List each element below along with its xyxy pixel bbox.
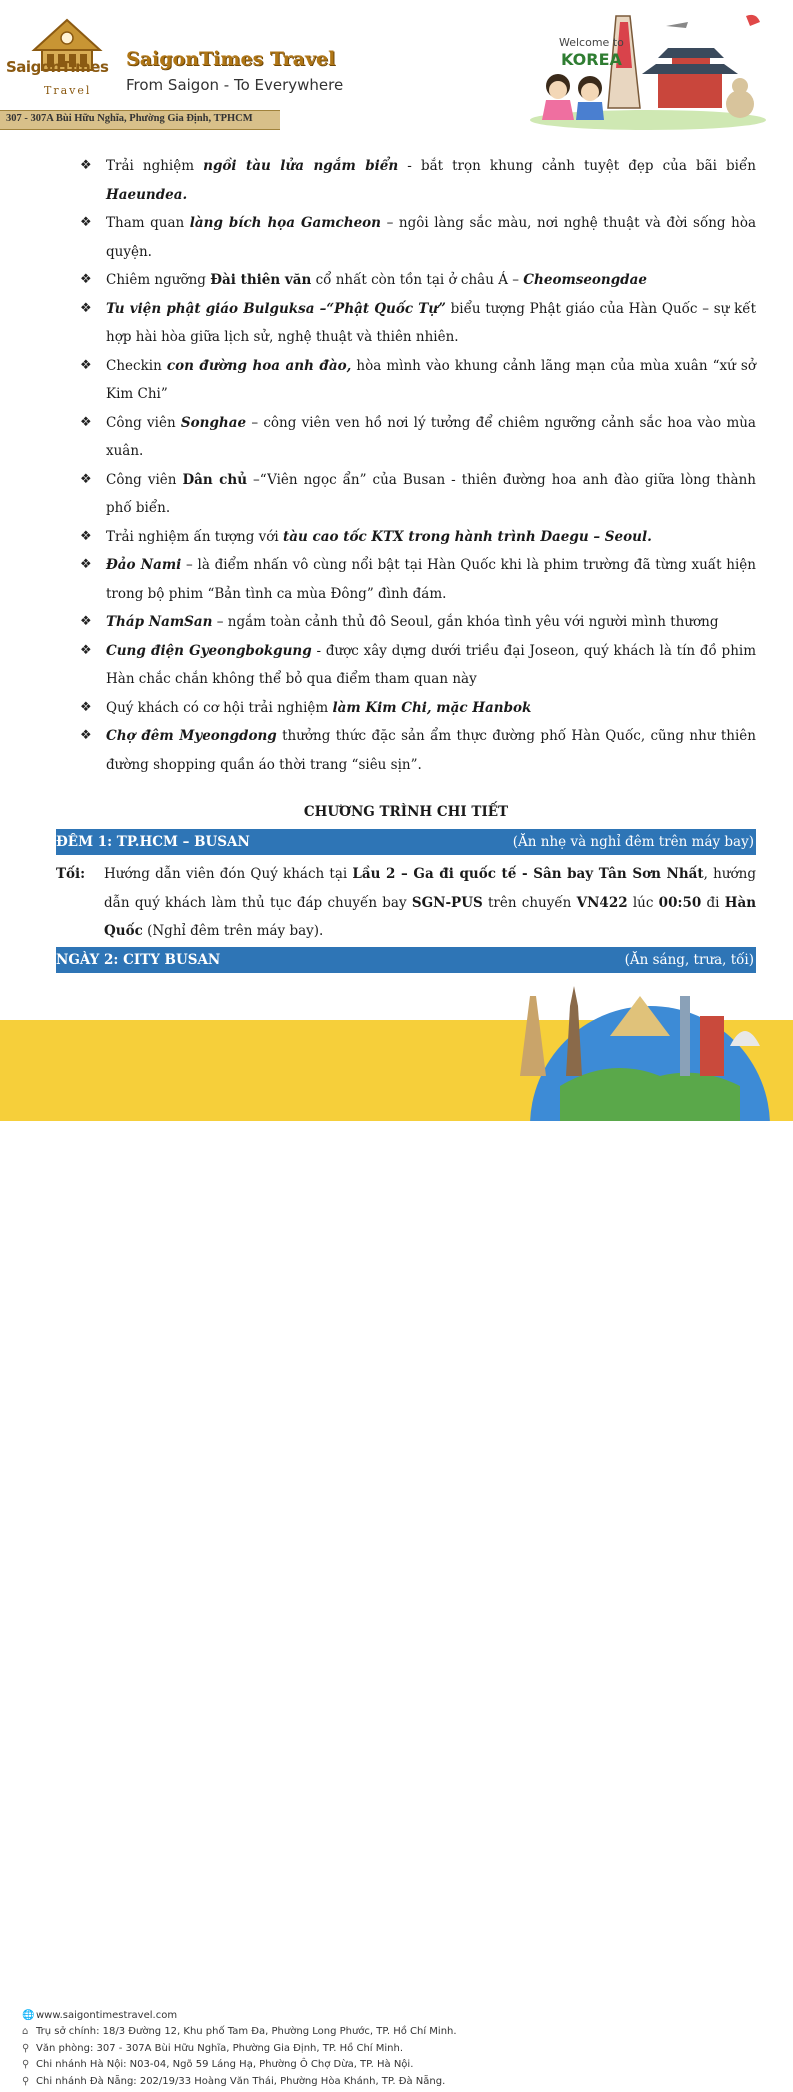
diamond-bullet-icon: ❖	[80, 528, 92, 544]
body-text: – công viên ven hồ nơi lý tưởng để chiêm ngưỡng cảnh sắc hoa vào mùa xuân.	[106, 414, 756, 459]
highlight-item	[80, 295, 756, 352]
emphasis-text	[203, 158, 398, 174]
body-text: Tham quan	[106, 215, 190, 231]
body-text: Checkin	[106, 357, 167, 374]
body-text: – ngắm toàn cảnh thủ đô Seoul, gắn khóa tình yêu với người mình thương	[212, 614, 719, 630]
emphasis-text: làng bích họa Gamcheon	[189, 215, 381, 231]
emphasis-text	[106, 557, 181, 573]
body-text: Quý khách có cơ hội trải nghiệm	[106, 699, 333, 716]
diamond-bullet-icon: ❖	[80, 272, 92, 287]
footer-line	[22, 2043, 457, 2059]
body-text: cổ nhất còn tồn tại ở châu Á –	[311, 272, 524, 288]
emphasis-text: Hàn Quốc	[104, 894, 757, 939]
emphasis-text: Đài thiên văn	[210, 272, 312, 288]
day-1-meals: (Ăn nhẹ và nghỉ đêm trên máy bay)	[512, 834, 754, 850]
emphasis-text: SGN-PUS	[411, 894, 483, 911]
body-text: –“Viên ngọc ẩn” của Busan - thiên đường hoa anh đào giữa lòng thành phố biển.	[106, 471, 756, 516]
emphasis-text: Lầu 2 – Ga đi quốc tế - Sân bay Tân Sơn Nhất	[352, 866, 704, 882]
highlight-item	[80, 722, 756, 779]
home-icon: ⌂	[22, 2026, 29, 2038]
welcome-to-label: Welcome to	[559, 36, 624, 49]
emphasis-text	[283, 529, 652, 545]
body-text: trên chuyến	[482, 894, 577, 911]
emphasis-text: tàu cao tốc KTX trong hành trình Daegu – Seoul.	[283, 528, 652, 545]
diamond-bullet-icon: ❖	[80, 557, 92, 572]
evening-description	[104, 860, 756, 946]
emphasis-text: Chợ đêm Myeongdong	[106, 728, 277, 744]
highlight-item	[80, 551, 756, 608]
emphasis-text: 00:50	[658, 894, 702, 911]
highlight-item	[80, 209, 756, 266]
highlight-item	[80, 466, 756, 523]
emphasis-text	[106, 728, 277, 744]
emphasis-text: Tháp NamSan	[106, 614, 213, 630]
body-text: lúc	[627, 894, 659, 911]
korea-label: KOREA	[561, 50, 622, 69]
page-header	[0, 0, 793, 135]
diamond-bullet-icon: ❖	[80, 614, 92, 629]
emphasis-text: con đường hoa anh đào,	[166, 357, 352, 374]
address-text: Trụ sở chính: 18/3 Đường 12, Khu phố Tam Đa, Phường Long Phước, TP. Hồ Chí Minh.	[36, 2026, 457, 2038]
emphasis-text	[106, 614, 212, 630]
contact-info	[22, 2010, 457, 2092]
highlight-item	[80, 523, 756, 552]
emphasis-text: Cung điện Gyeongbokgung	[106, 642, 312, 659]
diamond-bullet-icon: ❖	[80, 357, 92, 373]
body-text: thưởng thức đặc sản ẩm thực đường phố Hàn Quốc, cũng như thiên đường shopping quần áo thời trang “siêu sịn”.	[106, 728, 756, 773]
day-1-evening	[56, 860, 756, 946]
body-text: - được xây dựng dưới triều đại Joseon, quý khách là tín đồ phim Hàn chắc chắn không thể bỏ qua điểm tham quan này	[106, 642, 757, 687]
location-pin-icon: ⚲	[22, 2042, 30, 2054]
emphasis-text: Dân chủ	[182, 471, 248, 488]
footer-line	[22, 2059, 457, 2075]
emphasis-text: Cheomseongdae	[523, 272, 647, 288]
emphasis-text	[333, 700, 532, 716]
world-landmarks-illustration	[470, 976, 793, 1121]
day-1-title: ĐÊM 1: TP.HCM – BUSAN	[56, 834, 250, 850]
location-pin-icon: ⚲	[22, 2075, 30, 2087]
body-text: Trải nghiệm	[106, 158, 204, 174]
body-text: Chiêm ngưỡng	[106, 272, 211, 288]
body-text: đi	[701, 894, 725, 911]
body-text: , hướng dẫn quý khách làm thủ tục đáp chuyến bay	[104, 866, 757, 911]
body-text: biểu tượng Phật giáo của Hàn Quốc – sự kết hợp hài hòa giữa lịch sử, nghệ thuật và thiên nhiên.	[106, 300, 757, 345]
highlight-item	[80, 409, 756, 466]
highlight-item	[80, 608, 756, 637]
page-footer	[0, 976, 793, 2087]
emphasis-text: Songhae	[180, 414, 247, 431]
emphasis-text	[181, 415, 246, 431]
body-text: hòa mình vào khung cảnh lãng mạn của mùa xuân “xứ sở Kim Chi”	[106, 357, 756, 402]
highlight-item	[80, 637, 756, 694]
address-text: Chi nhánh Hà Nội: N03-04, Ngõ 59 Láng Hạ, Phường Ô Chợ Dừa, TP. Hà Nội.	[36, 2059, 414, 2071]
body-text: – là điểm nhấn vô cùng nổi bật tại Hàn Quốc khi là phim trường đã từng xuất hiện trong bộ phim “Bản tình ca mùa Đông” đình đám.	[106, 557, 756, 602]
emphasis-text: VN422	[576, 894, 628, 911]
diamond-bullet-icon: ❖	[80, 300, 92, 316]
day-2-meals: (Ăn sáng, trưa, tối)	[624, 952, 754, 968]
emphasis-text	[106, 187, 187, 203]
address-text: Chi nhánh Đà Nẵng: 202/19/33 Hoàng Văn Thái, Phường Hòa Khánh, TP. Đà Nẵng.	[36, 2075, 446, 2087]
footer-line	[22, 2010, 457, 2026]
diamond-bullet-icon: ❖	[80, 699, 92, 715]
emphasis-text	[167, 358, 351, 374]
day-2-header	[56, 947, 756, 973]
location-pin-icon: ⚲	[22, 2059, 30, 2071]
footer-line	[22, 2076, 457, 2092]
diamond-bullet-icon: ❖	[80, 414, 92, 430]
highlight-item	[80, 694, 756, 723]
highlight-item	[80, 152, 756, 209]
highlight-item	[80, 352, 756, 409]
body-text: - bắt trọn khung cảnh tuyệt đẹp của bãi biển	[398, 158, 756, 174]
highlight-item	[80, 266, 756, 295]
emphasis-text: ngồi tàu lửa ngắm biển	[203, 158, 399, 174]
emphasis-text	[523, 272, 647, 288]
body-text: Hướng dẫn viên đón Quý khách tại	[104, 866, 353, 882]
day-2-title: NGÀY 2: CITY BUSAN	[56, 952, 221, 968]
body-text: Trải nghiệm ấn tượng với	[106, 528, 284, 545]
emphasis-text: Đảo Nami	[106, 557, 182, 573]
body-text: (Nghỉ đêm trên máy bay).	[142, 923, 324, 939]
office-address: 307 - 307A Bùi Hữu Nghĩa, Phường Gia Định, TPHCM	[6, 113, 253, 124]
brand-tagline: From Saigon - To Everywhere	[126, 76, 344, 94]
brand-title: SaigonTimes Travel	[126, 48, 336, 70]
emphasis-text	[190, 215, 381, 231]
diamond-bullet-icon: ❖	[80, 215, 92, 230]
emphasis-text: Tu viện phật giáo Bulguksa –“Phật Quốc Tự”	[106, 300, 446, 317]
address-bar	[0, 110, 280, 130]
body-text: – ngôi làng sắc màu, nơi nghệ thuật và đời sống hòa quyện.	[106, 215, 756, 260]
logo-subtitle: Travel	[44, 84, 92, 97]
diamond-bullet-icon: ❖	[80, 471, 92, 487]
body-text: Công viên	[106, 414, 181, 431]
website-link[interactable]: www.saigontimestravel.com	[36, 2010, 178, 2021]
highlights-list	[80, 152, 756, 779]
korea-illustration	[528, 8, 768, 132]
diamond-bullet-icon: ❖	[80, 642, 92, 658]
day-1-header	[56, 829, 756, 855]
logo-name: SaigonTimes	[6, 58, 109, 76]
address-text: Văn phòng: 307 - 307A Bùi Hữu Nghĩa, Phường Gia Định, TP. Hồ Chí Minh.	[36, 2042, 404, 2054]
footer-line	[22, 2026, 457, 2042]
program-title: CHƯƠNG TRÌNH CHI TIẾT	[303, 804, 509, 820]
emphasis-text: làm Kim Chi, mặc Hanbok	[332, 699, 532, 716]
evening-label: Tối:	[56, 866, 86, 882]
globe-icon: 🌐	[22, 2010, 35, 2021]
emphasis-text: Haeundea.	[106, 186, 188, 203]
emphasis-text	[106, 301, 446, 317]
body-text: Công viên	[106, 471, 183, 488]
diamond-bullet-icon: ❖	[80, 158, 92, 173]
diamond-bullet-icon: ❖	[80, 728, 92, 743]
emphasis-text	[106, 643, 312, 659]
